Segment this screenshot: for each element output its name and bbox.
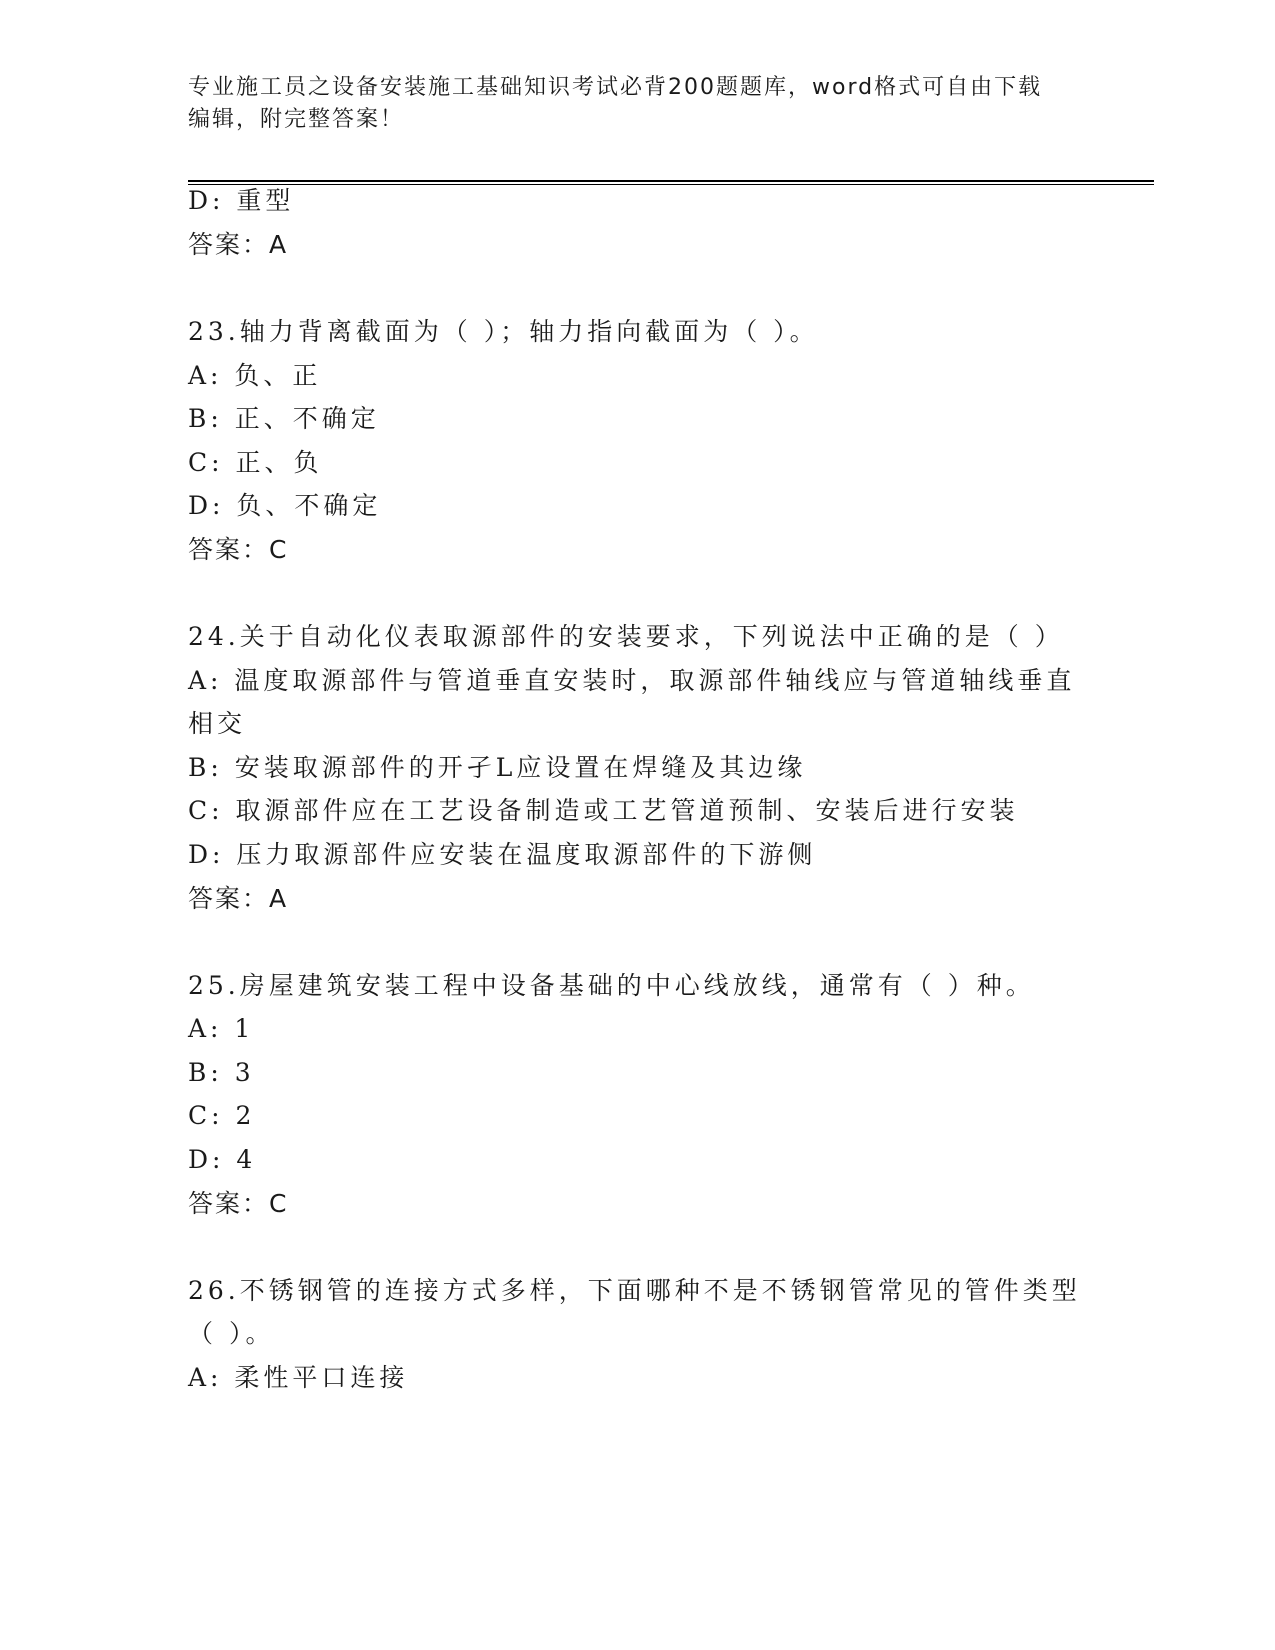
- option-b: B: 安装取源部件的开孑L应设置在焊缝及其边缘: [188, 753, 807, 782]
- option-a: A: 温度取源部件与管道垂直安装时，取源部件轴线应与管道轴线垂直: [188, 666, 1076, 695]
- option-d: D: 重型: [188, 186, 295, 215]
- header-divider-thin: [188, 184, 1154, 185]
- option-b: B: 3: [188, 1058, 255, 1087]
- answer: 答案：A: [188, 884, 289, 913]
- answer: 答案：C: [188, 535, 289, 564]
- question-25: 25.房屋建筑安装工程中设备基础的中心线放线，通常有（ ）种。: [188, 971, 1035, 1000]
- header-title-line-1: 专业施工员之设备安装施工基础知识考试必背200题题库，word格式可自由下载: [188, 75, 1043, 100]
- question-26: 26.不锈钢管的连接方式多样，下面哪种不是不锈钢管常见的管件类型: [188, 1276, 1081, 1305]
- document-header: [188, 72, 1088, 136]
- option-a: A: 1: [188, 1014, 255, 1043]
- option-a: A: 负、正: [188, 361, 322, 390]
- option-d: D: 负、不确定: [188, 491, 382, 520]
- option-b: B: 正、不确定: [188, 404, 380, 433]
- option-d: D: 压力取源部件应安装在温度取源部件的下游侧: [188, 840, 817, 869]
- question-26-continued: （ ）。: [188, 1319, 275, 1348]
- answer: 答案：A: [188, 230, 289, 259]
- option-c: C: 取源部件应在工艺设备制造或工艺管道预制、安装后进行安装: [188, 796, 1019, 825]
- answer: 答案：C: [188, 1189, 289, 1218]
- option-a: A: 柔性平口连接: [188, 1363, 409, 1392]
- option-c: C: 正、负: [188, 448, 323, 477]
- option-a-continued: 相交: [188, 709, 247, 738]
- question-23: 23.轴力背离截面为（ ）；轴力指向截面为（ ）。: [188, 317, 819, 346]
- question-24: 24.关于自动化仪表取源部件的安装要求，下列说法中正确的是（ ）: [188, 622, 1064, 651]
- option-d: D: 4: [188, 1145, 257, 1174]
- header-divider: [188, 180, 1154, 182]
- option-c: C: 2: [188, 1101, 256, 1130]
- header-title-line-2: 编辑，附完整答案！: [188, 107, 405, 132]
